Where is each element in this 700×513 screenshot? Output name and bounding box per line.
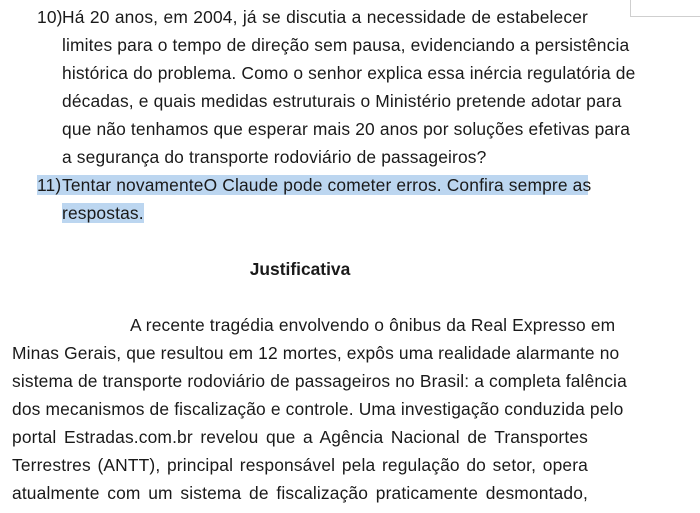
justification-line-7: atualmente com um sistema de fiscalização praticamente desmontado,: [12, 483, 588, 503]
question-10-line-1: Há 20 anos, em 2004, já se discutia a necessidade de estabelecer: [62, 7, 588, 27]
justification-line-2: Minas Gerais, que resultou em 12 mortes, expôs uma realidade alarmante no: [12, 343, 620, 363]
justification-heading: Justificativa: [249, 259, 351, 279]
question-11-line-1[interactable]: Tentar novamenteO Claude pode cometer erros. Confira sempre as: [62, 175, 592, 195]
question-10-number: 10): [37, 7, 63, 27]
justification-line-5: portal Estradas.com.br revelou que a Agência Nacional de Transportes: [12, 427, 588, 447]
justification-line-4: dos mecanismos de fiscalização e controle. Uma investigação conduzida pelo: [12, 399, 624, 419]
justification-line-3: sistema de transporte rodoviário de passageiros no Brasil: a completa falência: [12, 371, 627, 391]
question-10-line-5: que não tenhamos que esperar mais 20 anos por soluções efetivas para: [62, 119, 631, 139]
question-10-line-6: a segurança do transporte rodoviário de passageiros?: [62, 147, 487, 167]
justification-line-1: A recente tragédia envolvendo o ônibus da Real Expresso em: [130, 315, 616, 335]
margin-comment-box[interactable]: [630, 0, 700, 17]
question-10-line-4: décadas, e quais medidas estruturais o Ministério pretende adotar para: [62, 91, 622, 111]
question-10-line-3: histórica do problema. Como o senhor explica essa inércia regulatória de: [62, 63, 636, 83]
question-10-line-2: limites para o tempo de direção sem pausa, evidenciando a persistência: [62, 35, 630, 55]
question-11-number: 11): [37, 175, 62, 195]
justification-line-6: Terrestres (ANTT), principal responsável pela regulação do setor, opera: [12, 455, 588, 475]
question-11-line-2[interactable]: respostas.: [62, 203, 144, 223]
